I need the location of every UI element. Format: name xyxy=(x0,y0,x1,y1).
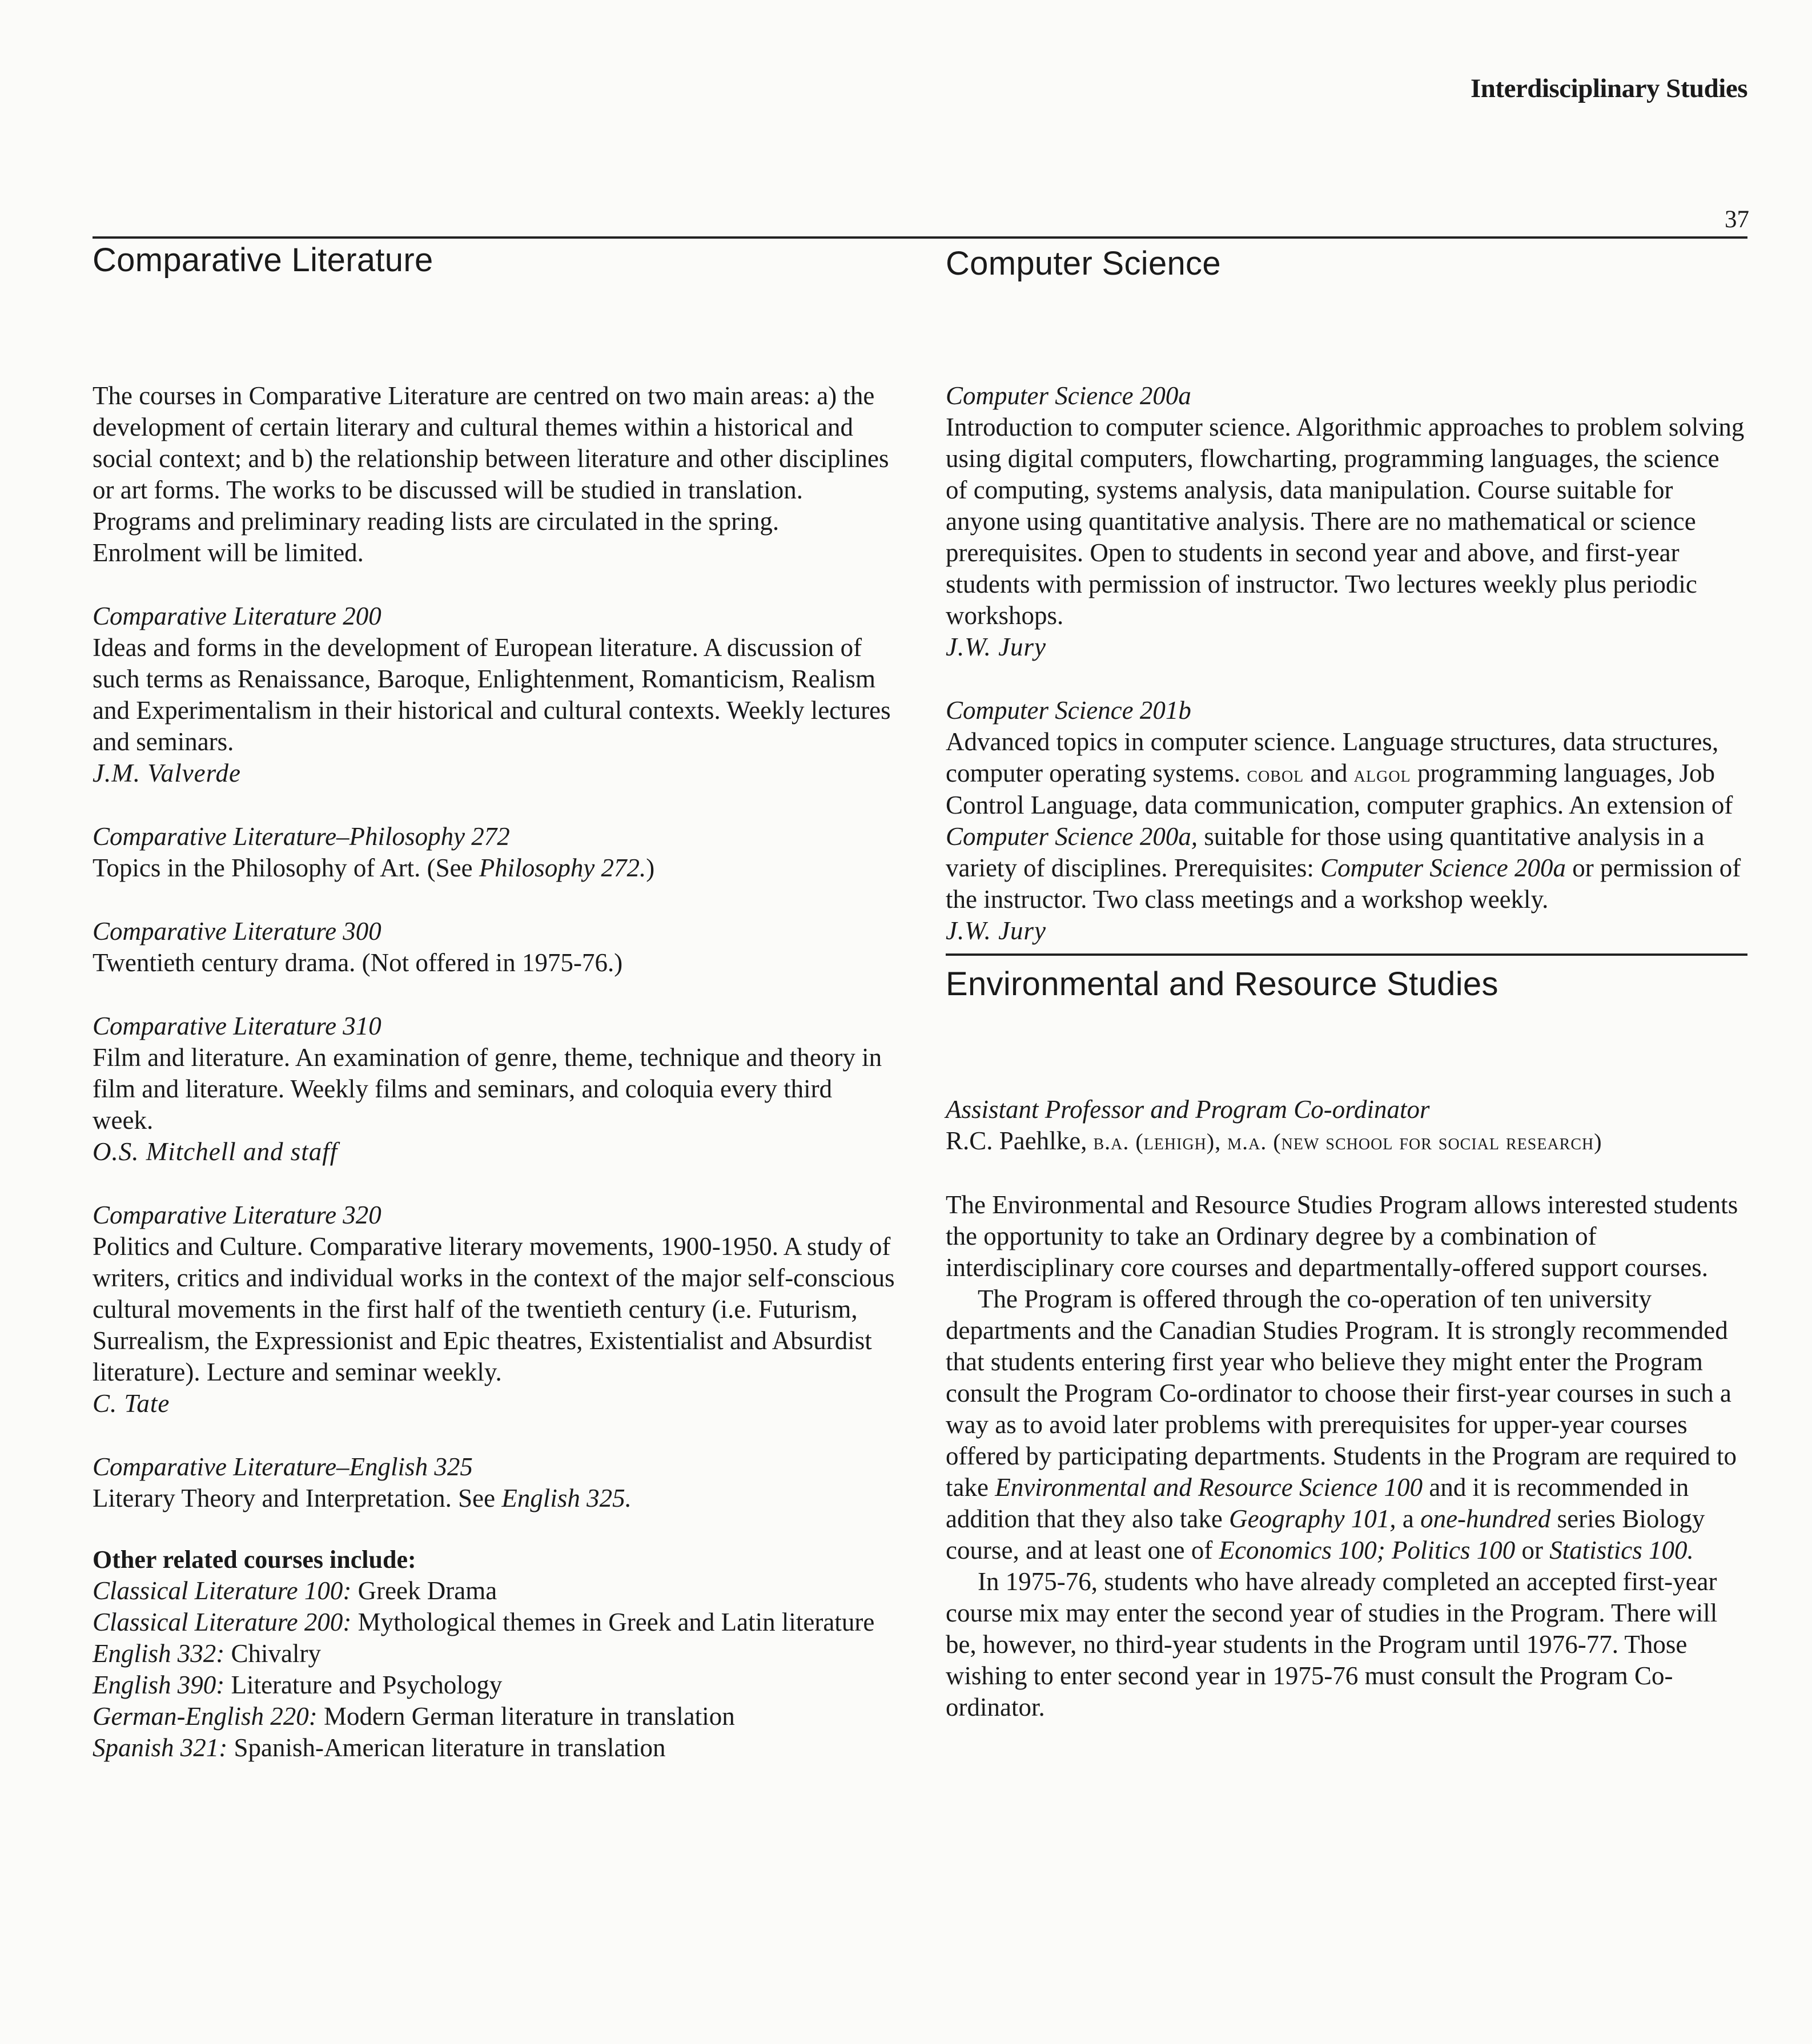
course-description: Film and literature. An examination of genre, theme, technique and theory in film and literature. Weekly films and seminars, and coloquia every third week. xyxy=(93,1043,882,1134)
related-course-topic: Mythological themes in Greek and Latin literature xyxy=(351,1607,875,1636)
related-course-name: German-English 220: xyxy=(93,1701,318,1731)
course-reference: Statistics 100. xyxy=(1549,1535,1694,1564)
section-title-comparative-literature: Comparative Literature xyxy=(93,242,433,279)
course-entry xyxy=(946,695,1745,947)
related-course-item xyxy=(93,1575,898,1607)
course-description: Introduction to computer science. Algorithmic approaches to problem solving using digital computers, flowcharting, programming languages, the science of computing, systems analysis, data manipulation. Course suitable for anyone using quantitative analysis. There are no mathematical or science prerequisites. Open to students in second year and above, and first-year students with permission of instructor. Two lectures weekly plus periodic workshops. xyxy=(946,412,1745,630)
coordinator-role: Assistant Professor and Program Co-ordinator xyxy=(946,1095,1430,1124)
related-course-name: Classical Literature 100: xyxy=(93,1576,352,1605)
paragraph-text: or xyxy=(1515,1535,1550,1564)
course-instructor: C. Tate xyxy=(93,1389,170,1418)
related-course-name: Spanish 321: xyxy=(93,1733,228,1762)
comparative-literature-section xyxy=(93,234,898,1764)
section-title-computer-science: Computer Science xyxy=(946,245,1221,282)
comparative-literature-intro: The courses in Comparative Literature are centred on two main areas: a) the development of certain literary and cultural themes within a historical and social context; and b) the relationship between literature and other disciplines or art forms. The works to be discussed will be studied in translation. Programs and preliminary reading lists are circulated in the spring. Enrolment will be limited. xyxy=(93,381,889,567)
course-entry xyxy=(93,1200,898,1419)
course-title: Comparative Literature 320 xyxy=(93,1200,381,1229)
description-text: ) xyxy=(646,853,655,882)
course-reference: Philosophy 272. xyxy=(479,853,646,882)
course-title: Comparative Literature 310 xyxy=(93,1011,381,1040)
section-divider-rule xyxy=(946,953,1747,956)
course-description xyxy=(93,852,898,884)
course-description: Politics and Culture. Comparative literary movements, 1900-1950. A study of writers, critics and individual works in the context of the major self-conscious cultural movements in the first half of the twentieth century (i.e. Futurism, Surrealism, the Expressionist and Epic theatres, Existentialist and Absurdist literature). Lecture and seminar weekly. xyxy=(93,1232,895,1386)
description-text: suitable for those using quantitative analysis in a variety of disciplines. Prerequisites: xyxy=(946,822,1705,882)
related-course-topic: Greek Drama xyxy=(351,1576,497,1605)
coordinator-name: R.C. Paehlke, xyxy=(946,1126,1087,1155)
language-name: cobol xyxy=(1247,761,1304,787)
page-number: 37 xyxy=(1725,206,1749,233)
course-entry xyxy=(946,380,1745,663)
description-text: Topics in the Philosophy of Art. (See xyxy=(93,853,479,882)
paragraph-text: The Program is offered through the co-operation of ten university departments and the Canadian Studies Program. It is strongly recommended that students entering first year who believe they might enter the Program consult the Program Co-ordinator to choose their first-year courses in such a way as to avoid later problems with prerequisites for upper-year courses offered by participating departments. Students in the Program are required to take xyxy=(946,1284,1737,1502)
course-instructor: J.W. Jury xyxy=(946,632,1047,661)
related-course-name: English 332: xyxy=(93,1639,225,1668)
description-text: Literary Theory and Interpretation. See xyxy=(93,1483,502,1512)
course-description: Twentieth century drama. (Not offered in 1975-76.) xyxy=(93,948,623,977)
course-entry xyxy=(93,601,898,789)
running-head: Interdisciplinary Studies xyxy=(1471,74,1747,103)
language-name: algol xyxy=(1353,761,1411,787)
course-entry xyxy=(93,821,898,884)
related-courses xyxy=(93,1544,898,1764)
course-reference: Environmental and Resource Science 100 xyxy=(995,1472,1423,1502)
course-title: Comparative Literature–English 325 xyxy=(93,1452,473,1481)
course-entry xyxy=(93,1451,898,1514)
program-description xyxy=(946,1189,1745,1723)
course-title: Comparative Literature 300 xyxy=(93,916,381,945)
course-description xyxy=(946,726,1745,915)
description-text: Advanced topics in computer science. Language structures, data structures, computer operating systems. xyxy=(946,727,1719,787)
paragraph-text: series Biology course, and at least one of xyxy=(946,1504,1705,1564)
coordinator-name-line xyxy=(946,1125,1745,1157)
course-entry xyxy=(93,1011,898,1168)
related-course-item xyxy=(93,1638,898,1669)
related-courses-heading: Other related courses include: xyxy=(93,1545,416,1574)
related-course-topic: Chivalry xyxy=(224,1639,321,1668)
related-course-item xyxy=(93,1732,898,1764)
related-course-item xyxy=(93,1701,898,1732)
related-course-item xyxy=(93,1669,898,1701)
paragraph-text: a xyxy=(1396,1504,1421,1533)
description-text: and xyxy=(1304,758,1354,787)
related-course-topic: Modern German literature in translation xyxy=(317,1701,735,1731)
course-instructor: J.M. Valverde xyxy=(93,758,241,787)
course-reference: English 325. xyxy=(501,1483,632,1512)
description-text: programming languages, Job Control Language, data communication, computer graphics. An extension of xyxy=(946,758,1733,819)
course-instructor: J.W. Jury xyxy=(946,916,1047,945)
course-reference: one-hundred xyxy=(1420,1504,1551,1533)
course-instructor: O.S. Mitchell and staff xyxy=(93,1137,338,1166)
related-course-topic: Literature and Psychology xyxy=(224,1670,503,1699)
course-description: Ideas and forms in the development of European literature. A discussion of such terms as Renaissance, Baroque, Enlightenment, Romanticism, Realism and Experimentalism in their historical and cultural contexts. Weekly lectures and seminars. xyxy=(93,633,891,756)
course-reference: Computer Science 200a xyxy=(1320,853,1566,882)
course-title: Comparative Literature 200 xyxy=(93,601,381,630)
related-course-item xyxy=(93,1607,898,1638)
course-description xyxy=(93,1483,898,1514)
course-reference: Geography 101, xyxy=(1229,1504,1396,1533)
program-paragraph: The Environmental and Resource Studies Program allows interested students the opportunity to take an Ordinary degree by a combination of interdisciplinary core courses and departmentally-offered support courses. xyxy=(946,1190,1738,1282)
section-title-environmental: Environmental and Resource Studies xyxy=(946,965,1498,1003)
related-course-name: English 390: xyxy=(93,1670,225,1699)
course-reference: Computer Science 200a, xyxy=(946,822,1198,851)
course-title: Comparative Literature–Philosophy 272 xyxy=(93,822,510,851)
course-entry xyxy=(93,916,898,979)
course-title: Computer Science 201b xyxy=(946,695,1191,725)
program-paragraph xyxy=(946,1283,1745,1566)
related-course-name: Classical Literature 200: xyxy=(93,1607,352,1636)
program-coordinator xyxy=(946,1094,1745,1157)
related-course-topic: Spanish-American literature in translation xyxy=(227,1733,666,1762)
course-title: Computer Science 200a xyxy=(946,381,1191,410)
coordinator-degrees: b.a. (lehigh), m.a. (new school for social research) xyxy=(1087,1128,1602,1154)
description-text: or permission of the instructor. Two class meetings and a workshop weekly. xyxy=(946,853,1741,914)
right-column xyxy=(946,234,1745,1723)
program-paragraph: In 1975-76, students who have already completed an accepted first-year course mix may enter the second year of studies in the Program. There will be, however, no third-year students in the Program until 1976-77. Those wishing to enter second year in 1975-76 must consult the Program Co-ordinator. xyxy=(946,1567,1718,1721)
course-reference: Economics 100; Politics 100 xyxy=(1219,1535,1516,1564)
paragraph-text: and it is recommended in addition that they also take xyxy=(946,1472,1689,1533)
